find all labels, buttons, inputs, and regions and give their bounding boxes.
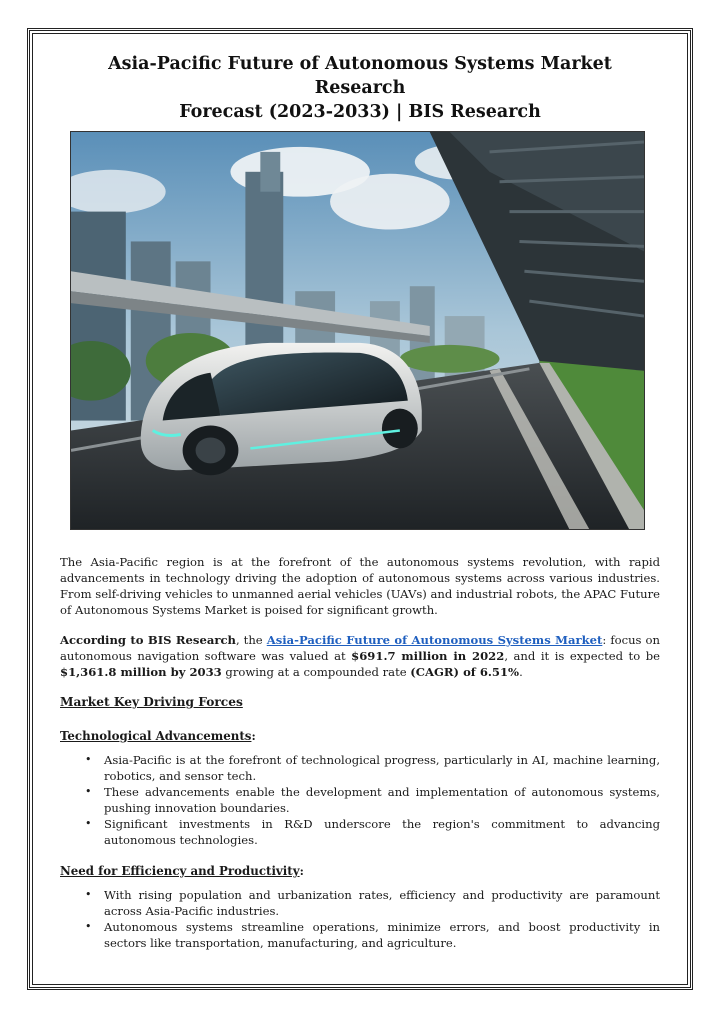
list-item-text: Significant investments in R&D underscore the region's commitment to advancing autonomous technologies. bbox=[104, 817, 660, 847]
subsection-technological bbox=[60, 728, 660, 848]
subsection-title-technological: Technological Advancements bbox=[60, 729, 252, 743]
subsection-colon-efficiency: : bbox=[299, 864, 304, 878]
value-2033: $1,361.8 million by 2033 bbox=[60, 665, 222, 679]
article-body bbox=[60, 554, 660, 966]
bullet-icon: • bbox=[85, 753, 92, 766]
bullet-icon: • bbox=[85, 920, 92, 933]
page-title bbox=[60, 52, 660, 124]
research-mid: , and it is expected to be bbox=[504, 649, 660, 663]
list-item-text: Autonomous systems streamline operations, minimize errors, and boost productivity in sectors like transportation, manufacturing, and agriculture. bbox=[104, 920, 660, 950]
title-line-1: Asia-Pacific Future of Autonomous Systems Market Research bbox=[108, 54, 612, 98]
list-item bbox=[85, 784, 660, 816]
research-growth: growing at a compounded rate bbox=[221, 665, 411, 679]
tech-bullet-list bbox=[85, 752, 660, 848]
section-title-driving-forces: Market Key Driving Forces bbox=[60, 695, 243, 709]
efficiency-bullet-list bbox=[85, 887, 660, 951]
list-item-text: These advancements enable the development and implementation of autonomous systems, pushing innovation boundaries. bbox=[104, 785, 660, 815]
value-2022: $691.7 million in 2022 bbox=[351, 649, 505, 663]
bullet-icon: • bbox=[85, 888, 92, 901]
research-paragraph bbox=[60, 632, 660, 680]
list-item-text: Asia-Pacific is at the forefront of technological progress, particularly in AI, machine learning, robotics, and sensor tech. bbox=[104, 753, 660, 783]
hero-image-autonomous-vehicle bbox=[70, 131, 645, 530]
subsection-efficiency bbox=[60, 863, 660, 951]
subsection-title-efficiency: Need for Efficiency and Productivity bbox=[60, 864, 300, 878]
list-item bbox=[85, 752, 660, 784]
list-item bbox=[85, 919, 660, 951]
list-item bbox=[85, 887, 660, 919]
bullet-icon: • bbox=[85, 785, 92, 798]
research-lead: According to BIS Research bbox=[60, 633, 236, 647]
list-item bbox=[85, 816, 660, 848]
subsection-colon-technological: : bbox=[251, 729, 256, 743]
research-comma-the: , the bbox=[235, 633, 267, 647]
bullet-icon: • bbox=[85, 817, 92, 830]
title-line-2: Forecast (2023-2033) | BIS Research bbox=[179, 102, 541, 122]
hero-illustration bbox=[71, 132, 644, 529]
research-end: . bbox=[519, 665, 523, 679]
market-report-link[interactable]: Asia-Pacific Future of Autonomous Systems Market bbox=[266, 633, 603, 647]
research-after-link: : focus on autonomous navigation software was valued at bbox=[60, 633, 661, 663]
cagr-value: (CAGR) of 6.51% bbox=[410, 665, 520, 679]
intro-paragraph: The Asia-Pacific region is at the forefront of the autonomous systems revolution, with rapid advancements in technology driving the adoption of autonomous systems across various industries. From self-driving vehicles to unmanned aerial vehicles (UAVs) and industrial robots, the APAC Future of Autonomous Systems Market is poised for significant growth. bbox=[60, 555, 660, 617]
list-item-text: With rising population and urbanization rates, efficiency and productivity are paramount across Asia-Pacific industries. bbox=[104, 888, 660, 918]
